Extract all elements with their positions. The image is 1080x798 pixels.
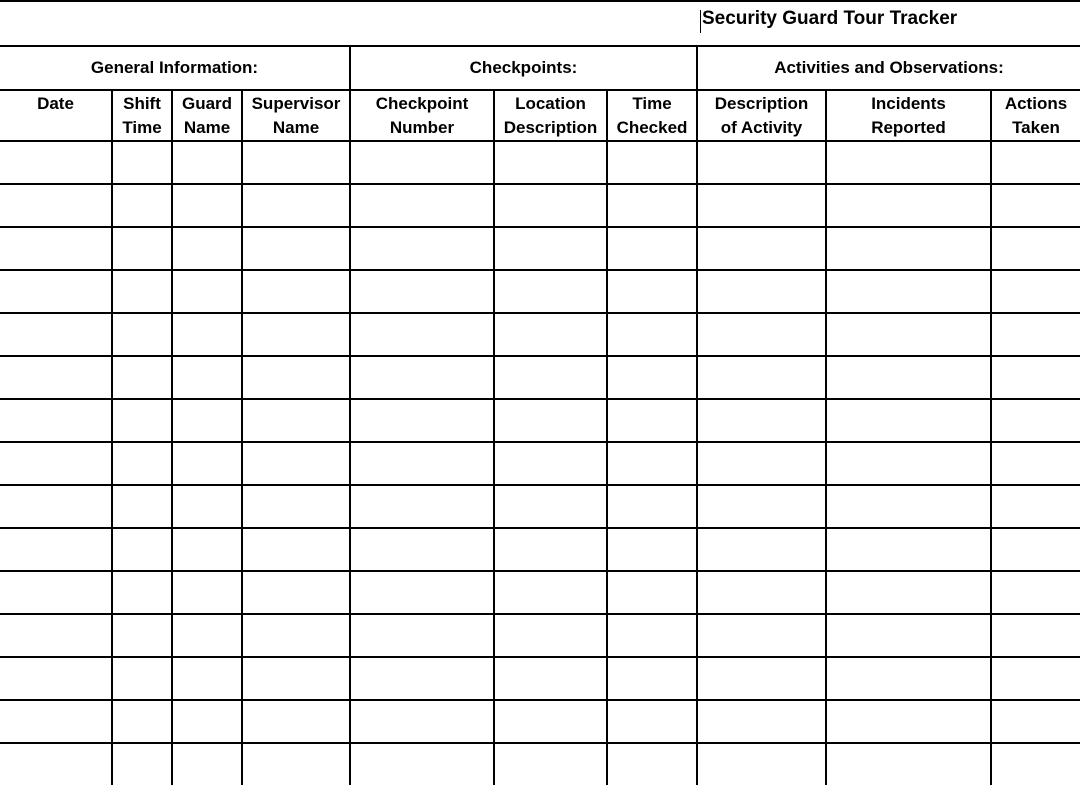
table-cell[interactable] <box>350 399 494 442</box>
table-cell[interactable] <box>607 614 697 657</box>
table-cell[interactable] <box>697 614 826 657</box>
table-cell[interactable] <box>607 399 697 442</box>
table-cell[interactable] <box>350 657 494 700</box>
table-cell[interactable] <box>350 485 494 528</box>
table-cell[interactable] <box>697 442 826 485</box>
column-header-2 <box>112 90 172 141</box>
column-header-line: Incidents <box>871 94 946 113</box>
table-cell[interactable] <box>0 141 112 184</box>
table-cell[interactable] <box>826 141 991 184</box>
table-cell[interactable] <box>242 141 350 184</box>
table-cell[interactable] <box>112 313 172 356</box>
table-cell[interactable] <box>826 614 991 657</box>
table-cell[interactable] <box>494 743 607 785</box>
table-cell[interactable] <box>991 700 1080 743</box>
table-cell[interactable] <box>112 485 172 528</box>
table-cell[interactable] <box>826 700 991 743</box>
table-cell[interactable] <box>242 571 350 614</box>
table-cell[interactable] <box>607 528 697 571</box>
table-cell[interactable] <box>494 614 607 657</box>
table-cell[interactable] <box>607 442 697 485</box>
table-cell[interactable] <box>494 313 607 356</box>
tracker-body <box>0 141 1080 785</box>
table-cell[interactable] <box>697 227 826 270</box>
table-cell[interactable] <box>826 743 991 785</box>
table-cell[interactable] <box>697 356 826 399</box>
table-cell[interactable] <box>991 356 1080 399</box>
table-cell[interactable] <box>172 571 242 614</box>
table-cell[interactable] <box>494 356 607 399</box>
column-header-3 <box>172 90 242 141</box>
column-header-8 <box>697 90 826 141</box>
table-cell[interactable] <box>697 485 826 528</box>
column-header-7 <box>607 90 697 141</box>
table-cell[interactable] <box>242 657 350 700</box>
table-cell[interactable] <box>607 571 697 614</box>
column-header-line: Checked <box>616 118 688 137</box>
column-header-line: Shift <box>123 94 161 113</box>
table-row <box>0 356 1080 399</box>
table-cell[interactable] <box>242 700 350 743</box>
table-cell[interactable] <box>991 657 1080 700</box>
table-cell[interactable] <box>607 700 697 743</box>
table-cell[interactable] <box>0 743 112 785</box>
column-header-6 <box>494 90 607 141</box>
group-header-1: General Information: <box>0 46 350 90</box>
column-header-line: Time <box>122 118 162 137</box>
table-cell[interactable] <box>0 614 112 657</box>
table-cell[interactable] <box>991 184 1080 227</box>
group-header-row <box>0 46 1080 90</box>
column-header-line: Actions <box>1004 94 1068 113</box>
table-cell[interactable] <box>0 657 112 700</box>
table-cell[interactable] <box>991 442 1080 485</box>
table-cell[interactable] <box>172 313 242 356</box>
table-cell[interactable] <box>350 313 494 356</box>
table-cell[interactable] <box>607 227 697 270</box>
table-cell[interactable] <box>172 657 242 700</box>
table-cell[interactable] <box>112 270 172 313</box>
table-cell[interactable] <box>991 141 1080 184</box>
table-cell[interactable] <box>826 270 991 313</box>
table-cell[interactable] <box>494 657 607 700</box>
table-cell[interactable] <box>0 571 112 614</box>
table-cell[interactable] <box>0 485 112 528</box>
table-cell[interactable] <box>494 485 607 528</box>
table-cell[interactable] <box>172 743 242 785</box>
table-cell[interactable] <box>697 657 826 700</box>
table-cell[interactable] <box>991 270 1080 313</box>
table-cell[interactable] <box>826 356 991 399</box>
table-cell[interactable] <box>991 399 1080 442</box>
table-cell[interactable] <box>607 356 697 399</box>
table-cell[interactable] <box>991 485 1080 528</box>
table-row <box>0 571 1080 614</box>
table-cell[interactable] <box>826 528 991 571</box>
table-cell[interactable] <box>607 141 697 184</box>
table-cell[interactable] <box>242 485 350 528</box>
table-cell[interactable] <box>350 141 494 184</box>
table-cell[interactable] <box>607 743 697 785</box>
column-header-10 <box>991 90 1080 141</box>
table-cell[interactable] <box>0 270 112 313</box>
table-cell[interactable] <box>494 571 607 614</box>
table-cell[interactable] <box>494 700 607 743</box>
table-cell[interactable] <box>697 528 826 571</box>
table-row <box>0 399 1080 442</box>
table-cell[interactable] <box>242 227 350 270</box>
column-header-row <box>0 90 1080 141</box>
table-cell[interactable] <box>607 485 697 528</box>
table-cell[interactable] <box>242 528 350 571</box>
table-cell[interactable] <box>350 743 494 785</box>
table-cell[interactable] <box>112 399 172 442</box>
table-row <box>0 270 1080 313</box>
table-cell[interactable] <box>494 442 607 485</box>
table-cell[interactable] <box>172 227 242 270</box>
table-cell[interactable] <box>826 227 991 270</box>
table-cell[interactable] <box>826 442 991 485</box>
table-cell[interactable] <box>242 356 350 399</box>
table-cell[interactable] <box>494 184 607 227</box>
table-cell[interactable] <box>350 571 494 614</box>
text-cursor <box>700 10 701 33</box>
column-header-line: Checkpoint <box>375 94 469 113</box>
table-cell[interactable] <box>172 442 242 485</box>
table-cell[interactable] <box>697 184 826 227</box>
column-header-line: Taken <box>1012 118 1060 137</box>
table-cell[interactable] <box>991 571 1080 614</box>
table-cell[interactable] <box>112 614 172 657</box>
table-cell[interactable] <box>991 528 1080 571</box>
table-cell[interactable] <box>112 528 172 571</box>
table-cell[interactable] <box>350 614 494 657</box>
table-cell[interactable] <box>242 313 350 356</box>
group-header-2: Checkpoints: <box>350 46 697 90</box>
table-cell[interactable] <box>607 313 697 356</box>
table-row <box>0 313 1080 356</box>
column-header-5 <box>350 90 494 141</box>
tracker-table <box>0 45 1080 785</box>
table-cell[interactable] <box>112 571 172 614</box>
table-cell[interactable] <box>494 270 607 313</box>
table-cell[interactable] <box>494 227 607 270</box>
table-row <box>0 227 1080 270</box>
column-header-line: Date <box>37 94 74 113</box>
table-cell[interactable] <box>0 356 112 399</box>
table-cell[interactable] <box>697 743 826 785</box>
column-header-line: Time <box>632 94 672 113</box>
column-header-1 <box>0 90 112 141</box>
column-header-line: Description <box>503 118 598 137</box>
table-cell[interactable] <box>826 313 991 356</box>
table-cell[interactable] <box>112 184 172 227</box>
table-cell[interactable] <box>112 227 172 270</box>
table-cell[interactable] <box>172 399 242 442</box>
column-header-line: Description <box>714 94 809 113</box>
table-cell[interactable] <box>0 184 112 227</box>
table-cell[interactable] <box>826 485 991 528</box>
table-cell[interactable] <box>350 442 494 485</box>
table-cell[interactable] <box>172 356 242 399</box>
table-cell[interactable] <box>242 442 350 485</box>
table-cell[interactable] <box>112 743 172 785</box>
table-cell[interactable] <box>0 399 112 442</box>
table-cell[interactable] <box>991 614 1080 657</box>
table-cell[interactable] <box>0 442 112 485</box>
table-cell[interactable] <box>494 141 607 184</box>
column-header-line: of Activity <box>720 118 803 137</box>
table-cell[interactable] <box>350 184 494 227</box>
table-cell[interactable] <box>242 743 350 785</box>
column-header-line: Name <box>272 118 320 137</box>
table-row <box>0 700 1080 743</box>
table-cell[interactable] <box>826 184 991 227</box>
table-row <box>0 485 1080 528</box>
table-row <box>0 528 1080 571</box>
table-cell[interactable] <box>350 700 494 743</box>
table-cell[interactable] <box>494 399 607 442</box>
table-cell[interactable] <box>172 614 242 657</box>
table-row <box>0 184 1080 227</box>
table-cell[interactable] <box>697 571 826 614</box>
table-cell[interactable] <box>172 700 242 743</box>
table-cell[interactable] <box>350 356 494 399</box>
table-row <box>0 614 1080 657</box>
column-header-line: Reported <box>871 118 946 137</box>
column-header-line: Supervisor <box>251 94 341 113</box>
table-cell[interactable] <box>697 399 826 442</box>
column-header-line: Guard <box>181 94 233 113</box>
table-cell[interactable] <box>112 700 172 743</box>
table-cell[interactable] <box>826 571 991 614</box>
table-cell[interactable] <box>172 184 242 227</box>
table-cell[interactable] <box>0 700 112 743</box>
column-header-line: Number <box>389 118 455 137</box>
table-row <box>0 141 1080 184</box>
table-cell[interactable] <box>607 657 697 700</box>
table-cell[interactable] <box>697 141 826 184</box>
table-cell[interactable] <box>242 270 350 313</box>
title-bar <box>0 0 1080 45</box>
table-cell[interactable] <box>172 141 242 184</box>
table-cell[interactable] <box>350 227 494 270</box>
column-header-line: Name <box>183 118 231 137</box>
table-cell[interactable] <box>112 442 172 485</box>
table-cell[interactable] <box>172 528 242 571</box>
table-cell[interactable] <box>0 528 112 571</box>
table-cell[interactable] <box>242 614 350 657</box>
table-cell[interactable] <box>112 657 172 700</box>
table-cell[interactable] <box>826 657 991 700</box>
table-cell[interactable] <box>697 270 826 313</box>
table-cell[interactable] <box>697 313 826 356</box>
document-title[interactable]: Security Guard Tour Tracker <box>702 8 958 29</box>
table-cell[interactable] <box>826 399 991 442</box>
table-row <box>0 657 1080 700</box>
column-header-line: Location <box>515 94 586 113</box>
table-cell[interactable] <box>242 399 350 442</box>
table-cell[interactable] <box>172 270 242 313</box>
table-cell[interactable] <box>607 184 697 227</box>
table-cell[interactable] <box>991 313 1080 356</box>
table-cell[interactable] <box>350 528 494 571</box>
table-cell[interactable] <box>112 356 172 399</box>
table-cell[interactable] <box>697 700 826 743</box>
group-header-3: Activities and Observations: <box>697 46 1080 90</box>
table-cell[interactable] <box>350 270 494 313</box>
column-header-9 <box>826 90 991 141</box>
table-cell[interactable] <box>494 528 607 571</box>
table-cell[interactable] <box>0 227 112 270</box>
table-cell[interactable] <box>991 743 1080 785</box>
table-cell[interactable] <box>112 141 172 184</box>
table-cell[interactable] <box>172 485 242 528</box>
table-cell[interactable] <box>607 270 697 313</box>
table-row <box>0 743 1080 785</box>
table-row <box>0 442 1080 485</box>
column-header-4 <box>242 90 350 141</box>
table-cell[interactable] <box>991 227 1080 270</box>
table-cell[interactable] <box>242 184 350 227</box>
table-cell[interactable] <box>0 313 112 356</box>
